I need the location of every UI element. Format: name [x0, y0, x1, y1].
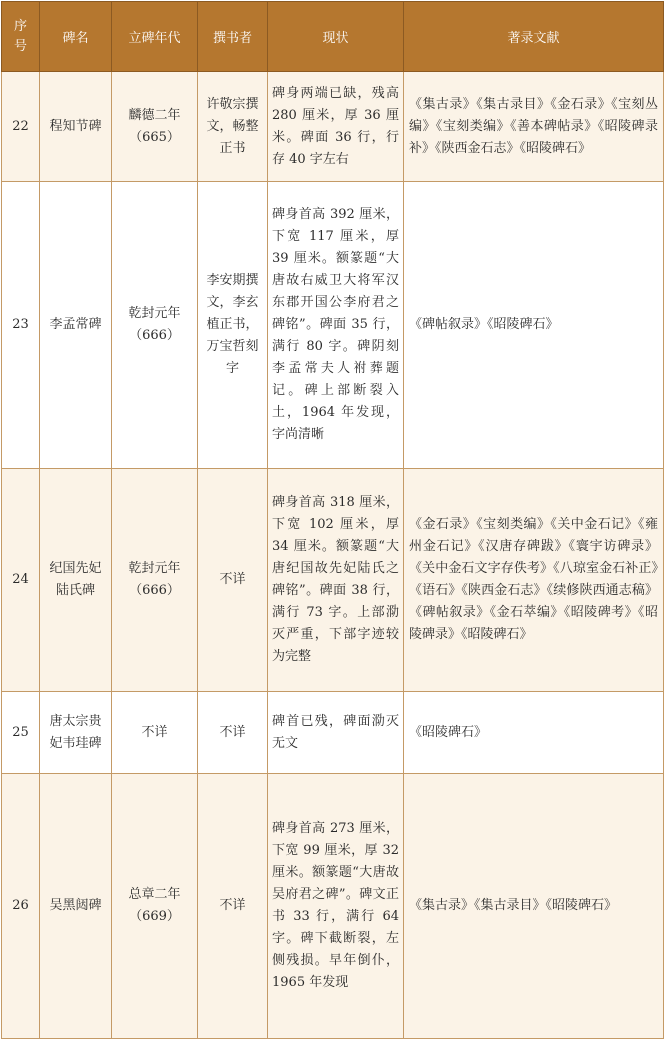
- row-name: 吴黑闼碑: [40, 774, 112, 1039]
- row-status: 碑身首高 392 厘米，下宽 117 厘米，厚 39 厘米。额篆题“大唐故右威卫大将军汉东郡开国公李府君之碑铭”。碑面 35 行，满行 80 字。碑阴刻李孟常夫人祔葬题记。碑上部断裂入土，1964 年发现，字尚清晰: [268, 182, 404, 469]
- table-row: [2, 182, 664, 469]
- row-author: 不详: [198, 692, 268, 774]
- row-author: 许敬宗撰文，畅整正书: [198, 72, 268, 182]
- row-date: 麟德二年（665）: [112, 72, 198, 182]
- row-name: 李孟常碑: [40, 182, 112, 469]
- header-index: [2, 2, 40, 72]
- row-refs: 《碑帖叙录》《昭陵碑石》: [404, 182, 664, 469]
- table-header-row: [2, 2, 664, 72]
- header-refs: 著录文献: [404, 2, 664, 72]
- row-refs: 《金石录》《宝刻类编》《关中金石记》《雍州金石记》《汉唐存碑跋》《寰宇访碑录》《关中金石文字存佚考》《八琼室金石补正》《语石》《陕西金石志》《续修陕西通志稿》《碑帖叙录》《金石萃编》《昭陵碑考》《昭陵碑录》《昭陵碑石》: [404, 469, 664, 692]
- row-date: 乾封元年（666）: [112, 469, 198, 692]
- row-date: 乾封元年（666）: [112, 182, 198, 469]
- row-refs: 《集古录》《集古录目》《金石录》《宝刻丛编》《宝刻类编》《善本碑帖录》《昭陵碑录补》《陕西金石志》《昭陵碑石》: [404, 72, 664, 182]
- row-index: 26: [2, 774, 40, 1039]
- header-author: 撰书者: [198, 2, 268, 72]
- row-status: 碑身两端已缺，残高 280 厘米，厚 36 厘米。碑面 36 行，行存 40 字左右: [268, 72, 404, 182]
- row-status: 碑首已残，碑面泐灭无文: [268, 692, 404, 774]
- header-name: 碑名: [40, 2, 112, 72]
- row-name: 纪国先妃陆氏碑: [40, 469, 112, 692]
- row-status: 碑身首高 318 厘米，下宽 102 厘米，厚 34 厘米。额篆题“大唐纪国故先妃陆氏之碑铭”。碑面 38 行，满行 73 字。上部泐灭严重，下部字迹较为完整: [268, 469, 404, 692]
- row-index: 24: [2, 469, 40, 692]
- row-name: 程知节碑: [40, 72, 112, 182]
- row-author: 不详: [198, 774, 268, 1039]
- header-date: 立碑年代: [112, 2, 198, 72]
- row-date: 不详: [112, 692, 198, 774]
- header-index-label: 序 号: [13, 18, 27, 54]
- row-refs: 《昭陵碑石》: [404, 692, 664, 774]
- inscription-table: [1, 1, 664, 1039]
- table-row: [2, 72, 664, 182]
- table-row: [2, 692, 664, 774]
- row-index: 23: [2, 182, 40, 469]
- row-refs: 《集古录》《集古录目》《昭陵碑石》: [404, 774, 664, 1039]
- row-status: 碑身首高 273 厘米，下宽 99 厘米，厚 32 厘米。额篆题“大唐故吴府君之碑”。碑文正书 33 行，满行 64 字。碑下截断裂，左侧残损。早年倒仆，1965 年发现: [268, 774, 404, 1039]
- row-index: 25: [2, 692, 40, 774]
- table-row: [2, 469, 664, 692]
- row-date: 总章二年（669）: [112, 774, 198, 1039]
- row-index: 22: [2, 72, 40, 182]
- row-author: 不详: [198, 469, 268, 692]
- row-author: 李安期撰文，李玄植正书，万宝哲刻字: [198, 182, 268, 469]
- header-status: 现状: [268, 2, 404, 72]
- row-name: 唐太宗贵妃韦珪碑: [40, 692, 112, 774]
- table-row: [2, 774, 664, 1039]
